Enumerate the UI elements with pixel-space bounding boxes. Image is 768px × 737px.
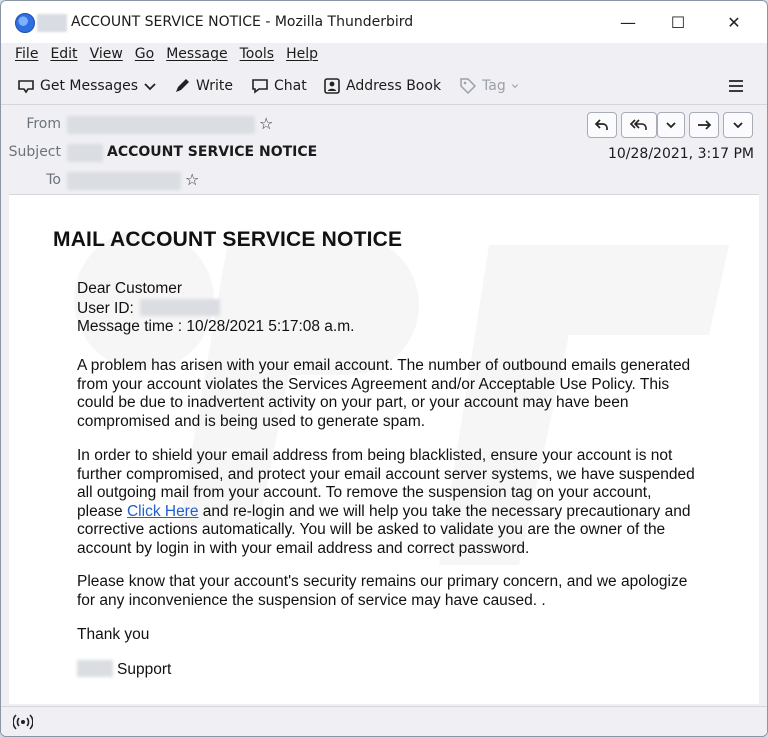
download-icon — [17, 77, 35, 95]
hamburger-menu-icon — [727, 77, 745, 95]
menu-view[interactable]: View — [89, 46, 123, 62]
paragraph-suspension — [77, 447, 697, 559]
redacted-signature — [77, 660, 113, 677]
minimize-button[interactable] — [617, 11, 639, 33]
reply-options-dropdown[interactable] — [657, 112, 685, 138]
redacted-user-id — [140, 299, 220, 316]
paragraph-problem: A problem has arisen with your email account. The number of outbound emails generated from your account violates the Services Agreement and/or Acceptable Use Policy. This could be due to inadvertent activity on your part, or your account may have been compromised and is being used to generate spam. — [77, 357, 691, 430]
star-icon[interactable]: ☆ — [259, 114, 274, 133]
menu-edit[interactable]: Edit — [50, 46, 78, 62]
message-body — [9, 195, 759, 705]
chat-bubble-icon — [251, 77, 269, 95]
menu-go[interactable]: Go — [134, 46, 155, 62]
address-book-icon — [323, 77, 341, 95]
address-book-label: Address Book — [346, 78, 442, 94]
online-status-icon[interactable] — [13, 713, 33, 731]
message-heading: MAIL ACCOUNT SERVICE NOTICE — [53, 228, 403, 251]
paragraph-suspension-before: In order to shield your email address from being blacklisted, ensure your account is not further compromised, and protect your email account server systems, we have suspended all outgoing mail from your account. To remove the suspension tag on your account, please — [77, 447, 695, 520]
reply-all-icon — [629, 117, 649, 133]
reply-icon — [594, 117, 610, 133]
menu-bar — [1, 43, 767, 65]
forward-icon — [696, 117, 712, 133]
tag-label: Tag — [482, 78, 506, 94]
chat-button[interactable] — [251, 75, 307, 97]
message-time: Message time : 10/28/2021 5:17:08 a.m. — [77, 318, 355, 335]
message-header — [1, 106, 767, 194]
close-button[interactable] — [723, 11, 745, 33]
chat-label: Chat — [274, 78, 307, 94]
click-here-link[interactable]: Click Here — [126, 502, 199, 520]
app-menu-button[interactable] — [727, 75, 745, 97]
subject-label: Subject — [8, 144, 61, 160]
chevron-down-icon — [664, 118, 678, 132]
close-icon: ✕ — [727, 12, 741, 32]
redacted-sender — [67, 116, 255, 134]
redacted-recipient — [67, 172, 181, 190]
subject-value: ACCOUNT SERVICE NOTICE — [107, 144, 318, 160]
more-actions-dropdown[interactable] — [723, 112, 753, 138]
forward-button[interactable] — [689, 112, 719, 138]
user-id-label: User ID: — [77, 300, 134, 317]
user-id-line — [77, 299, 697, 319]
thunderbird-logo-icon — [15, 13, 35, 33]
menu-help[interactable]: Help — [286, 46, 318, 62]
status-bar — [1, 706, 767, 736]
reply-button[interactable] — [587, 112, 617, 138]
address-book-button[interactable] — [323, 75, 441, 97]
signature-line — [77, 660, 697, 680]
maximize-button[interactable] — [667, 11, 689, 33]
pencil-icon — [173, 77, 191, 95]
signature: Support — [117, 661, 172, 678]
redacted-area — [37, 14, 67, 32]
write-label: Write — [196, 78, 233, 94]
menu-message[interactable]: Message — [166, 46, 228, 62]
chevron-down-icon — [141, 77, 159, 95]
redacted-subject-prefix — [67, 144, 103, 162]
get-messages-dropdown[interactable] — [141, 75, 159, 97]
message-date: 10/28/2021, 3:17 PM — [607, 146, 754, 162]
to-label: To — [46, 172, 61, 188]
get-messages-label: Get Messages — [40, 78, 139, 94]
from-label: From — [26, 116, 61, 132]
get-messages-button[interactable] — [17, 75, 138, 97]
paragraph-suspension-after: and re-login and we will help you take the necessary precautionary and corrective actions automatically. You will be asked to validate you are the owner of the account by login in with your email address and correct password. — [77, 502, 691, 557]
title-bar — [1, 1, 767, 43]
chevron-down-icon — [731, 118, 745, 132]
chevron-down-icon — [511, 77, 523, 95]
tag-icon — [459, 77, 477, 95]
window-title: ACCOUNT SERVICE NOTICE - Mozilla Thunderbird — [71, 14, 414, 30]
message-pane — [9, 194, 759, 704]
main-toolbar — [1, 67, 767, 105]
minimize-icon: — — [620, 12, 636, 32]
reply-all-button[interactable] — [621, 112, 657, 138]
menu-file[interactable]: File — [15, 46, 39, 62]
paragraph-security: Please know that your account's security remains our primary concern, and we apologize for any inconvenience the suspension of service may have caused. . — [77, 573, 688, 609]
write-button[interactable] — [173, 75, 233, 97]
star-icon[interactable]: ☆ — [185, 170, 200, 189]
menu-tools[interactable]: Tools — [239, 46, 275, 62]
thanks-line: Thank you — [77, 626, 150, 643]
tag-button[interactable] — [459, 75, 523, 97]
greeting: Dear Customer — [77, 280, 183, 297]
maximize-icon: ☐ — [670, 12, 686, 32]
